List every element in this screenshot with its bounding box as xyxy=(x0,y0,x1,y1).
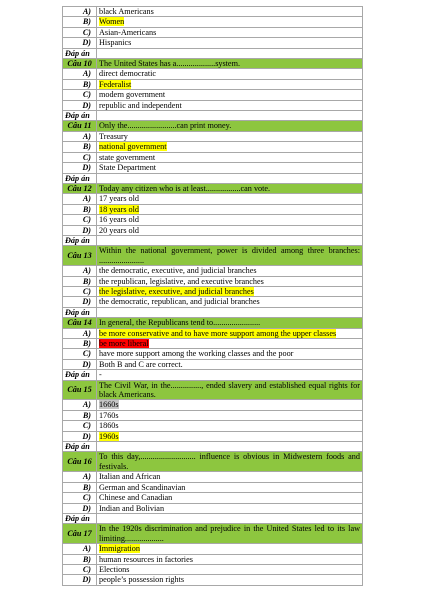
option-text: people’s possession rights xyxy=(99,575,185,585)
option-letter: D) xyxy=(63,38,97,48)
option-letter: D) xyxy=(63,225,97,235)
option-text: Indian and Bolivian xyxy=(99,503,165,513)
question-number: Câu 15 xyxy=(63,380,97,400)
highlighted-option-text: 1960s xyxy=(99,431,119,441)
option-row xyxy=(63,17,363,27)
option-row xyxy=(63,152,363,162)
highlighted-option-text: be more liberal xyxy=(99,339,149,348)
option-text: Elections xyxy=(99,564,130,574)
question-text: The Civil War, in the..............., ended slavery and established equal rights for black Americans. xyxy=(97,380,363,400)
option-row xyxy=(63,286,363,296)
answer-value: - xyxy=(97,370,363,380)
option-row xyxy=(63,204,363,214)
option-letter: A) xyxy=(63,472,97,482)
option-text: 20 years old xyxy=(99,225,140,235)
question-row xyxy=(63,524,363,544)
option-text: direct democratic xyxy=(99,69,157,79)
answer-row xyxy=(63,442,363,452)
option-row xyxy=(63,554,363,564)
option-letter: B) xyxy=(63,17,97,27)
answer-row xyxy=(63,48,363,58)
option-text: the democratic, republican, and judicial branches xyxy=(99,297,260,307)
option-text: State Department xyxy=(99,163,157,173)
option-text: 16 years old xyxy=(99,215,140,225)
question-text: Today any citizen who is at least.................can vote. xyxy=(97,183,363,193)
answer-row xyxy=(63,173,363,183)
option-row xyxy=(63,215,363,225)
highlighted-option-text: the legislative, executive, and judicial branches xyxy=(99,286,254,296)
answer-label: Đáp án xyxy=(63,48,97,58)
question-row xyxy=(63,59,363,69)
question-row xyxy=(63,380,363,400)
option-row xyxy=(63,503,363,513)
question-number: Câu 12 xyxy=(63,183,97,193)
option-letter: D) xyxy=(63,297,97,307)
option-row xyxy=(63,328,363,338)
option-letter: D) xyxy=(63,575,97,585)
question-row xyxy=(63,121,363,131)
option-letter: A) xyxy=(63,69,97,79)
option-letter: C) xyxy=(63,286,97,296)
option-letter: D) xyxy=(63,431,97,441)
option-text: state government xyxy=(99,152,156,162)
option-letter: D) xyxy=(63,503,97,513)
option-text: have more support among the working classes and the poor xyxy=(99,349,294,359)
option-text: black Americans xyxy=(99,7,154,16)
option-row xyxy=(63,564,363,574)
question-text: Only the........................can print money. xyxy=(97,121,363,131)
option-row xyxy=(63,276,363,286)
question-number: Câu 14 xyxy=(63,318,97,328)
option-text: 1860s xyxy=(99,421,119,431)
answer-label: Đáp án xyxy=(63,111,97,121)
highlighted-option-text: national government xyxy=(99,142,167,152)
question-row xyxy=(63,452,363,472)
option-letter: D) xyxy=(63,163,97,173)
option-text: the republican, legislative, and executive branches xyxy=(99,276,264,286)
option-row xyxy=(63,359,363,369)
option-text: Italian and African xyxy=(99,472,161,482)
option-row xyxy=(63,400,363,410)
highlighted-option-text: 18 years old xyxy=(99,204,140,214)
question-text: In general, the Republicans tend to....................... xyxy=(97,318,363,328)
question-row xyxy=(63,318,363,328)
answer-label: Đáp án xyxy=(63,513,97,523)
option-row xyxy=(63,493,363,503)
option-row xyxy=(63,79,363,89)
option-row xyxy=(63,472,363,482)
answer-value xyxy=(97,307,363,317)
option-row xyxy=(63,142,363,152)
answer-label: Đáp án xyxy=(63,442,97,452)
answer-label: Đáp án xyxy=(63,235,97,245)
option-letter: B) xyxy=(63,204,97,214)
option-letter: C) xyxy=(63,152,97,162)
quiz-sheet xyxy=(62,6,363,586)
question-text: The United States has a...................system. xyxy=(97,59,363,69)
option-row xyxy=(63,38,363,48)
option-text: 17 years old xyxy=(99,194,140,204)
question-text: In the 1920s discrimination and prejudice in the United States led to its law limiting................... xyxy=(97,524,363,544)
question-text: To this day,........................... influence is obvious in Midwestern foods and festivals. xyxy=(97,452,363,472)
option-text: human resources in factories xyxy=(99,554,193,564)
option-letter: B) xyxy=(63,482,97,492)
option-letter: D) xyxy=(63,359,97,369)
option-row xyxy=(63,194,363,204)
option-letter: B) xyxy=(63,554,97,564)
option-text: Hispanics xyxy=(99,38,132,48)
option-letter: B) xyxy=(63,142,97,152)
question-row xyxy=(63,183,363,193)
highlighted-option-text: 1660s xyxy=(99,400,119,410)
option-row xyxy=(63,100,363,110)
highlighted-option-text: be more conservative and to have more support among the upper classes xyxy=(99,328,337,338)
option-row xyxy=(63,27,363,37)
highlighted-option-text: Federalist xyxy=(99,79,132,89)
highlighted-option-text: Women xyxy=(99,17,125,27)
option-text: the democratic, executive, and judicial branches xyxy=(99,266,257,276)
option-row xyxy=(63,225,363,235)
question-number: Câu 10 xyxy=(63,59,97,69)
answer-row xyxy=(63,307,363,317)
option-letter: A) xyxy=(63,328,97,338)
answer-row xyxy=(63,513,363,523)
question-number: Câu 17 xyxy=(63,524,97,544)
option-row xyxy=(63,266,363,276)
option-letter: A) xyxy=(63,400,97,410)
answer-row xyxy=(63,235,363,245)
option-letter: B) xyxy=(63,276,97,286)
answer-row xyxy=(63,111,363,121)
option-row xyxy=(63,163,363,173)
option-letter: C) xyxy=(63,90,97,100)
option-row xyxy=(63,7,363,17)
answer-label: Đáp án xyxy=(63,173,97,183)
option-row xyxy=(63,339,363,349)
option-text: republic and independent xyxy=(99,100,182,110)
option-letter: C) xyxy=(63,421,97,431)
option-row xyxy=(63,421,363,431)
option-row xyxy=(63,131,363,141)
option-row xyxy=(63,482,363,492)
option-row xyxy=(63,431,363,441)
option-letter: C) xyxy=(63,349,97,359)
option-letter: C) xyxy=(63,27,97,37)
answer-label: Đáp án xyxy=(63,307,97,317)
option-text: modern government xyxy=(99,90,166,100)
question-number: Câu 11 xyxy=(63,121,97,131)
option-letter: C) xyxy=(63,215,97,225)
option-row xyxy=(63,297,363,307)
option-row xyxy=(63,544,363,554)
option-letter: B) xyxy=(63,410,97,420)
option-text: German and Scandinavian xyxy=(99,482,186,492)
answer-value xyxy=(97,111,363,121)
option-letter: C) xyxy=(63,564,97,574)
option-row xyxy=(63,410,363,420)
option-row xyxy=(63,90,363,100)
option-letter: B) xyxy=(63,79,97,89)
option-letter: D) xyxy=(63,100,97,110)
option-letter: A) xyxy=(63,7,97,17)
option-letter: A) xyxy=(63,194,97,204)
answer-row xyxy=(63,370,363,380)
option-text: 1760s xyxy=(99,410,119,420)
question-row xyxy=(63,246,363,266)
answer-label: Đáp án xyxy=(63,370,97,380)
option-letter: A) xyxy=(63,266,97,276)
answer-value xyxy=(97,48,363,58)
option-row xyxy=(63,349,363,359)
answer-value xyxy=(97,513,363,523)
option-text: Chinese and Canadian xyxy=(99,493,173,503)
option-text: Both B and C are correct. xyxy=(99,359,183,369)
option-letter: A) xyxy=(63,131,97,141)
quiz-table xyxy=(62,6,363,586)
option-text: Asian-Americans xyxy=(99,27,157,37)
option-row xyxy=(63,575,363,585)
option-text: Treasury xyxy=(99,131,128,141)
highlighted-option-text: Immigration xyxy=(99,544,140,554)
option-letter: B) xyxy=(63,339,97,349)
answer-value xyxy=(97,235,363,245)
question-text: Within the national government, power is divided among three branches: ...................... xyxy=(97,246,363,266)
question-number: Câu 13 xyxy=(63,246,97,266)
option-letter: A) xyxy=(63,544,97,554)
option-letter: C) xyxy=(63,493,97,503)
answer-value xyxy=(97,173,363,183)
answer-value xyxy=(97,442,363,452)
option-row xyxy=(63,69,363,79)
question-number: Câu 16 xyxy=(63,452,97,472)
